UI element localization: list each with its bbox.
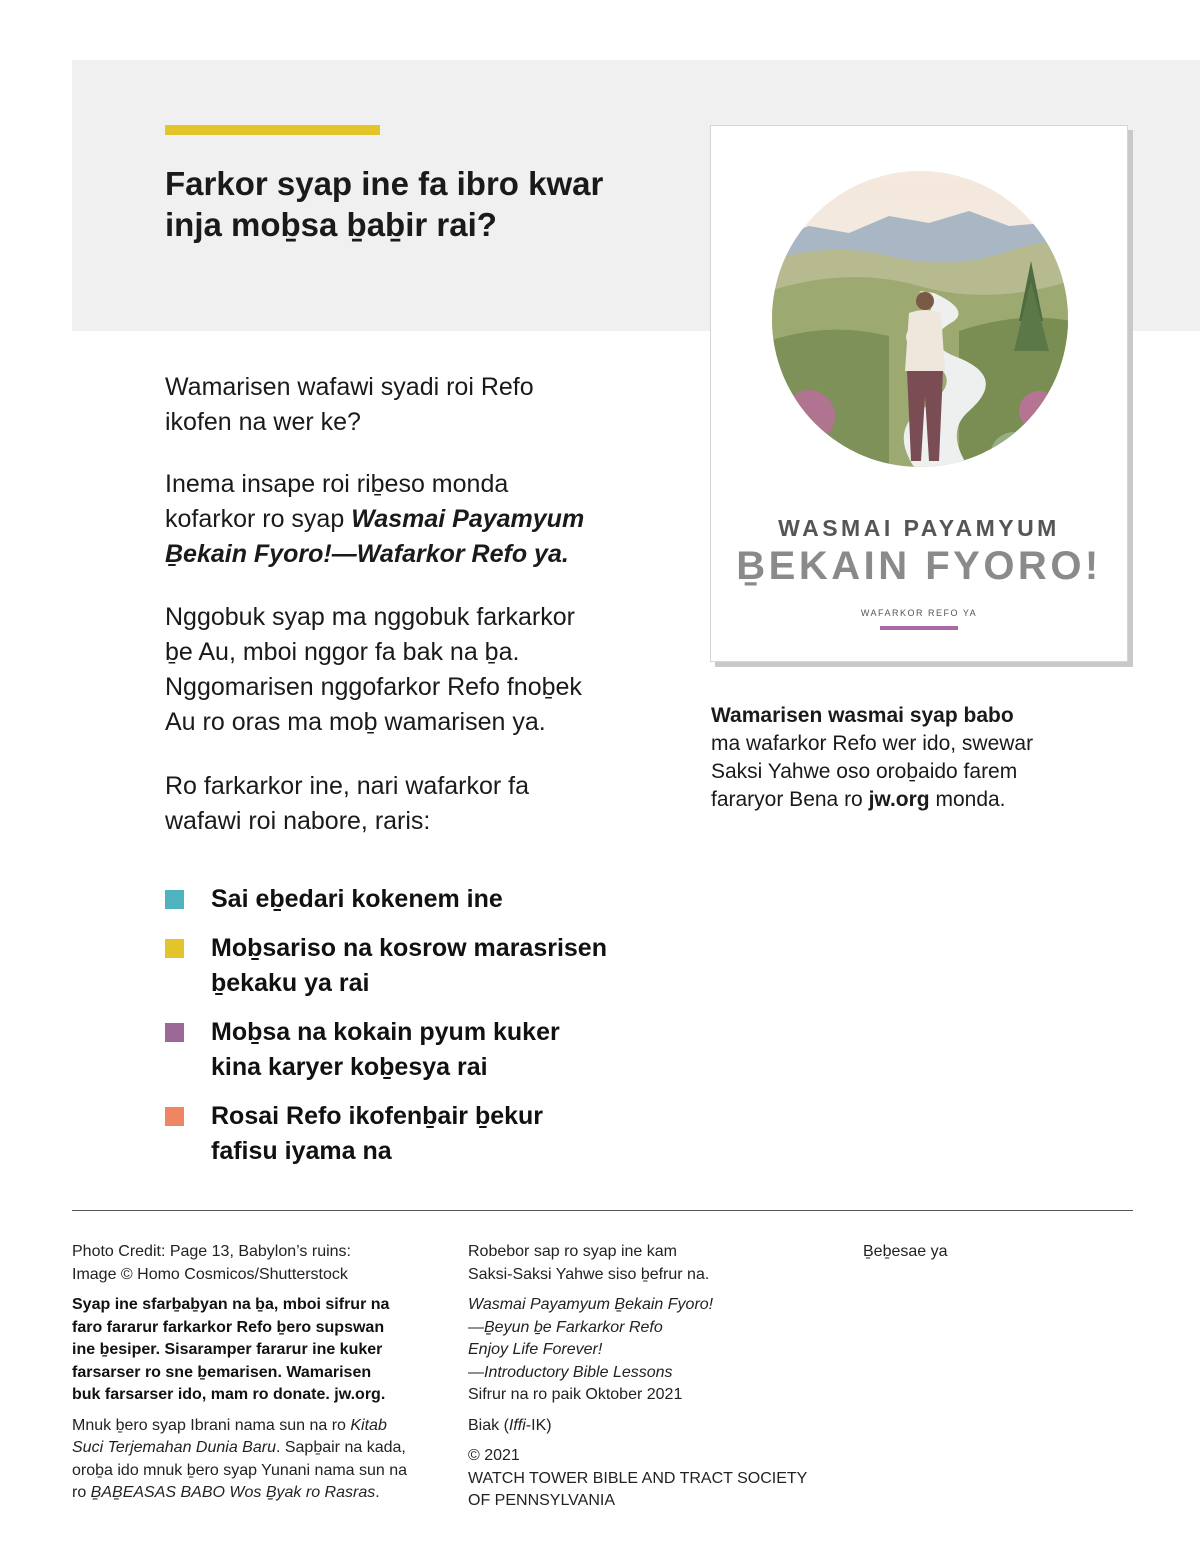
cover-caption: Wamarisen wasmai syap babo ma wafarkor Refo wer ido, swewar Saksi Yahwe oso oroḇaido farem fararyor Bena ro jw.org monda.: [711, 704, 1034, 811]
copyright: © 2021 WATCH TOWER BIBLE AND TRACT SOCIETY OF PENNSYLVANIA: [468, 1447, 808, 1509]
intro-paragraph-3: Nggobuk syap ma nggobuk farkarkor ḇe Au, mboi nggor fa bak na ḇa. Nggomarisen nggofarkor Refo fnoḇek Au ro oras ma moḇ wamarisen ya.: [165, 603, 582, 736]
list-item: Sai eḇedari kokenem ine: [165, 882, 645, 917]
language-code: Biak (Iffi-IK): [468, 1416, 552, 1434]
footer-divider: [72, 1210, 1133, 1211]
brochure-cover[interactable]: [710, 125, 1128, 662]
footer-column-1: [72, 1241, 442, 1513]
donation-notice: Syap ine sfarḇaḇyan na ḇa, mboi sifrur na faro fararur farkarkor Refo ḇero supswan ine ḇesiper. Sisaramper fararur ine kuker farsarser ro sne ḇemarisen. Wamarisen buk farsarser ido, mam ro donate. jw.org.: [72, 1296, 390, 1403]
bullet-square-icon: [165, 939, 184, 958]
list-item: Rosai Refo ikofenḇair ḇekur fafisu iyama na: [165, 1099, 645, 1169]
cover-illustration: [769, 171, 1071, 501]
accent-bar: [165, 125, 380, 135]
bullet-square-icon: [165, 1107, 184, 1126]
footer-column-3: [863, 1241, 1063, 1272]
publication-titles: Wasmai Payamyum Ḇekain Fyoro! —Ḇeyun ḇe Farkarkor Refo Enjoy Life Forever! —Introductory Bible Lessons Sifrur na ro paik Oktober 2021: [468, 1296, 714, 1403]
footer-column-2: [468, 1241, 828, 1521]
photo-credit: Photo Credit: Page 13, Babylon’s ruins: Image © Homo Cosmicos/Shutterstock: [72, 1243, 351, 1283]
scripture-note: Mnuk ḇero syap Ibrani nama sun na ro Kitab Suci Terjemahan Dunia Baru. Sapḇair na kada, oroḇa ido mnuk ḇero syap Yunani nama sun na ro ḆAḆEASAS BABO Wos Ḇyak ro Rasras.: [72, 1416, 408, 1501]
cover-title: ḆEKAIN FYORO!: [736, 544, 1102, 588]
cover-accent-line: [880, 626, 958, 630]
cover-tagline: WAFARKOR REFO YA: [860, 608, 978, 618]
list-item: Moḇsariso na kosrow marasrisen ḇekaku ya rai: [165, 931, 645, 1001]
cover-subtitle: WASMAI PAYAMYUM: [778, 515, 1060, 541]
publisher-note: Robebor sap ro syap ine kam Saksi-Saksi Yahwe siso ḇefrur na.: [468, 1243, 710, 1283]
intro-paragraph-1: Wamarisen wafawi syadi roi Refo ikofen na wer ke?: [165, 373, 534, 436]
bullet-square-icon: [165, 1023, 184, 1042]
jw-org-link[interactable]: jw.org: [868, 788, 930, 811]
page-title: Farkor syap ine fa ibro kwar inja moḇsa ḇaḇir rai?: [165, 165, 604, 243]
topic-list: [165, 882, 645, 1183]
bullet-square-icon: [165, 890, 184, 909]
intro-paragraph-2: Inema insape roi riḇeso monda kofarkor ro syap Wasmai Payamyum Ḇekain Fyoro!—Wafarkor Refo ya.: [165, 470, 585, 568]
list-item: Moḇsa na kokain pyum kuker kina karyer koḇesya rai: [165, 1015, 645, 1085]
intro-paragraph-4: Ro farkarkor ine, nari wafarkor fa wafawi roi nabore, raris:: [165, 772, 530, 835]
footer-note: Ḇeḇesae ya: [863, 1243, 948, 1260]
